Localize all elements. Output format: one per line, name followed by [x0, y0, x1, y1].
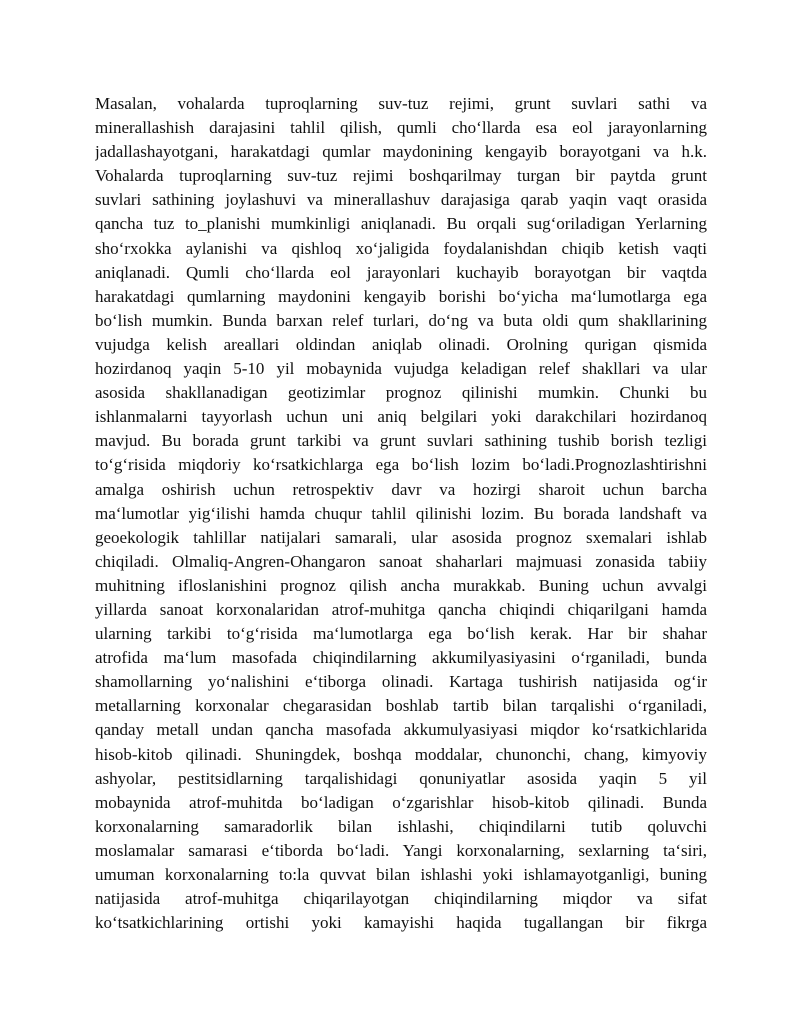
text-line: asosida shakllanadigan geotizimlar prognoz qilinishi mumkin. Chunki bu: [95, 383, 707, 403]
text-line: suvlari sathining joylashuvi va minerallashuv darajasiga qarab yaqin vaqt orasida: [95, 190, 707, 210]
text-line: mobaynida atrof-muhitda bo‘ladigan o‘zgarishlar hisob-kitob qilinadi. Bunda: [95, 792, 707, 812]
text-line: ko‘tsatkichlarining ortishi yoki kamayishi haqida tugallangan bir fikrga: [95, 913, 707, 933]
text-line: umuman korxonalarning to:la quvvat bilan ishlashi yoki ishlamayotganligi, buning: [95, 865, 707, 884]
text-line: natijasida atrof-muhitga chiqarilayotgan chiqindilarning miqdor va sifat: [95, 889, 707, 909]
text-line: hisob-kitob qilinadi. Shuningdek, boshqa moddalar, chunonchi, chang, kimyoviy: [95, 744, 707, 764]
text-line: aniqlanadi. Qumli cho‘llarda eol jarayonlari kuchayib borayotgan bir vaqtda: [95, 262, 707, 282]
text-line: hozirdanoq yaqin 5-10 yil mobaynida vujudga keladigan relef shakllari va ular: [95, 359, 707, 379]
text-line: Vohalarda tuproqlarning suv-tuz rejimi boshqarilmay turgan bir paytda grunt: [95, 166, 707, 186]
text-line: jadallashayotgani, harakatdagi qumlar maydonining kengayib borayotgani va h.k.: [95, 142, 707, 162]
text-line: sho‘rxokka aylanishi va qishloq xo‘jaligida foydalanishdan chiqib ketish vaqti: [95, 238, 707, 258]
text-line: vujudga kelish areallari oldindan aniqlab olinadi. Orolning qurigan qismida: [95, 334, 707, 354]
text-line: amalga oshirish uchun retrospektiv davr va hozirgi sharoit uchun barcha: [95, 479, 707, 499]
text-line: mavjud. Bu borada grunt tarkibi va grunt suvlari sathining tushib borish tezligi: [95, 431, 707, 451]
text-line: Masalan, vohalarda tuproqlarning suv-tuz rejimi, grunt suvlari sathi va: [95, 94, 707, 113]
text-line: ishlanmalarni tayyorlash uchun uni aniq belgilari yoki darakchilari hozirdanoq: [95, 407, 707, 427]
document-body: [95, 92, 707, 935]
text-line: shamollarning yo‘nalishini e‘tiborga olinadi. Kartaga tushirish natijasida og‘ir: [95, 672, 707, 692]
text-line: harakatdagi qumlarning maydonini kengayib borishi bo‘yicha ma‘lumotlarga ega: [95, 286, 707, 306]
text-line: korxonalarning samaradorlik bilan ishlashi, chiqindilarni tutib qoluvchi: [95, 816, 707, 836]
text-line: bo‘lish mumkin. Bunda barxan relef turlari, do‘ng va buta oldi qum shakllarining: [95, 310, 707, 330]
text-line: ashyolar, pestitsidlarning tarqalishidagi qonuniyatlar asosida yaqin 5 yil: [95, 768, 707, 788]
text-line: yillarda sanoat korxonalaridan atrof-muhitga qancha chiqindi chiqarilgani hamda: [95, 599, 707, 619]
text-line: ma‘lumotlar yig‘ilishi hamda chuqur tahlil qilinishi lozim. Bu borada landshaft va: [95, 503, 707, 523]
text-line: muhitning ifloslanishini prognoz qilish ancha murakkab. Buning uchun avvalgi: [95, 575, 707, 595]
text-line: minerallashish darajasini tahlil qilish, qumli cho‘llarda esa eol jarayonlarning: [95, 118, 707, 138]
text-line: ularning tarkibi to‘g‘risida ma‘lumotlarga ega bo‘lish kerak. Har bir shahar: [95, 624, 707, 644]
text-line: qancha tuz to_planishi mumkinligi aniqlanadi. Bu orqali sug‘oriladigan Yerlarning: [95, 214, 707, 234]
text-line: qanday metall undan qancha masofada akkumulyasiyasi miqdor ko‘rsatkichlarida: [95, 720, 707, 740]
text-line: atrofida ma‘lum masofada chiqindilarning akkumilyasiyasini o‘rganiladi, bunda: [95, 648, 707, 668]
text-line: to‘g‘risida miqdoriy ko‘rsatkichlarga ega bo‘lish lozim bo‘ladi.Prognozlashtirishni: [95, 455, 707, 475]
text-line: metallarning korxonalar chegarasidan boshlab tartib bilan tarqalishi o‘rganiladi,: [95, 696, 707, 716]
text-line: geoekologik tahlillar natijalari samarali, ular asosida prognoz sxemalari ishlab: [95, 527, 707, 547]
text-line: chiqiladi. Olmaliq-Angren-Ohangaron sanoat shaharlari majmuasi zonasida tabiiy: [95, 551, 707, 571]
text-line: moslamalar samarasi e‘tiborda bo‘ladi. Yangi korxonalarning, sexlarning ta‘siri,: [95, 840, 707, 860]
